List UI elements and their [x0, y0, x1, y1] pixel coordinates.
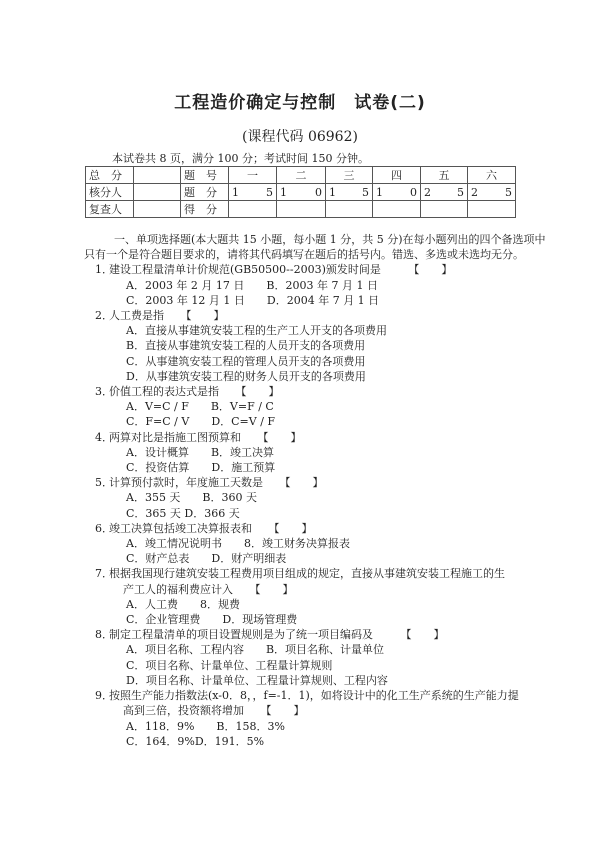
question-stem: 高到三倍，投资额将增加 【 】: [123, 704, 305, 718]
question-number: 6．: [95, 521, 113, 535]
score-table: [85, 166, 564, 218]
answer-options: A．设计概算 B．竣工决算: [126, 445, 275, 459]
question-text: [96, 262, 536, 277]
score-table-row: [86, 201, 564, 218]
question-stem: 制定工程量清单的项目设置规则是为了统一项目编码及 【 】: [109, 628, 445, 642]
score-table-row: [86, 184, 564, 201]
answer-options: A．竣工情况说明书 8．竣工财务决算报表: [126, 537, 350, 551]
points-digit: 0: [410, 185, 417, 199]
question-stem: 两算对比是指施工图预算和 【 】: [109, 430, 302, 444]
score-cell-blank: [134, 201, 181, 218]
question-number: 4．: [95, 430, 113, 444]
exam-title: 工程造价确定与控制 试卷(二): [174, 93, 426, 113]
question-stem: 产工人的福利费应计入 【 】: [123, 582, 294, 596]
question-stem: 计算预付款时，年度施工天数是 【 】: [109, 476, 324, 490]
points-digits: [424, 186, 464, 199]
points-digits: [376, 186, 417, 199]
answer-options: A．直接从事建筑安装工程的生产工人开支的各项费用: [126, 324, 387, 338]
question-number: 8．: [95, 628, 113, 642]
answer-options: A．118．9% B．158．3%: [126, 719, 285, 733]
section-points: [229, 184, 277, 201]
question-text: [96, 521, 536, 536]
row-label: 题 号: [181, 167, 229, 184]
points-digit: 1: [329, 185, 336, 199]
points-digit: 0: [315, 185, 322, 199]
question-section: [84, 232, 546, 749]
score-table-row: [86, 167, 564, 184]
score-cell-blank: [134, 167, 181, 184]
points-digit: 1: [376, 185, 383, 199]
question-stem: 按照生产能力指数法(x-0．8，，f=-1．1)，如将设计中的化工生产系统的生产能力提: [109, 689, 519, 703]
points-digits: [280, 186, 322, 199]
points-digit: 1: [280, 185, 287, 199]
question-number: 9．: [95, 689, 113, 703]
section-points: [468, 184, 516, 201]
answer-options: C．F=C / V D．C=V / F: [126, 415, 276, 429]
question-text: [96, 688, 536, 703]
row-label: 总 分: [86, 167, 134, 184]
section-number: 一: [229, 167, 277, 184]
section-number: 二: [277, 167, 326, 184]
section-points: [421, 184, 468, 201]
question-text: [96, 430, 536, 445]
section-points: [326, 184, 373, 201]
section-score: [229, 201, 277, 218]
exam-info: 本试卷共 8 页，满分 100 分；考试时间 150 分钟。: [112, 152, 369, 165]
answer-options: A．V=C / F B．V=F / C: [126, 400, 274, 414]
section-score: [421, 201, 468, 218]
section-score: [277, 201, 326, 218]
question-stem: 根据我国现行建筑安装工程费用项目组成的规定，直接从事建筑安装工程施工的生: [109, 567, 505, 581]
course-code: (课程代码 06962): [242, 129, 358, 145]
section-number: 四: [373, 167, 421, 184]
question-text: [96, 627, 536, 642]
answer-options: A．355 天 B．360 天: [126, 491, 258, 505]
question-stem: 人工费是指 【 】: [109, 309, 225, 323]
section-score: [373, 201, 421, 218]
answer-options: C．企业管理费 D．现场管理费: [126, 613, 298, 627]
section-intro: 只有一个是符合题目要求的，请将其代码填写在题后的括号内。错选、多选或未选均无分。: [84, 248, 524, 262]
answer-options: D．项目名称、计量单位、工程量计算规则、工程内容: [126, 673, 388, 687]
section-intro: 一、单项选择题(本大题共 15 小题，每小题 1 分，共 5 分)在每小题列出的四个备选项中: [114, 233, 546, 246]
row-label: 核分人: [86, 184, 134, 201]
question-stem: 价值工程的表达式是指 【 】: [109, 385, 280, 399]
answer-options: A．项目名称、工程内容 B．项目名称、计量单位: [126, 643, 385, 657]
answer-options: C．164．9%D．191．5%: [126, 734, 265, 748]
points-digit: 5: [505, 185, 512, 199]
question-stem: 竣工决算包括竣工决算报表和 【 】: [109, 521, 313, 535]
question-number: 7．: [95, 567, 113, 581]
question-number: 1．: [95, 263, 113, 277]
points-digit: 5: [457, 185, 464, 199]
section-points: [277, 184, 326, 201]
points-digits: [329, 186, 369, 199]
question-text: [96, 703, 536, 718]
section-number: 六: [468, 167, 516, 184]
answer-options: C．财产总表 D．财产明细表: [126, 552, 287, 566]
question-text: [96, 582, 536, 597]
question-text: [96, 566, 536, 581]
answer-options: D．从事建筑安装工程的财务人员开支的各项费用: [126, 369, 366, 383]
section-number: 三: [326, 167, 373, 184]
points-digit: 1: [232, 185, 239, 199]
answer-options: C．2003 年 12 月 1 日 D．2004 年 7 月 1 日: [126, 293, 380, 307]
question-number: 3．: [95, 385, 113, 399]
answer-options: A．人工费 8．规费: [126, 597, 240, 611]
answer-options: C．从事建筑安装工程的管理人员开支的各项费用: [126, 354, 366, 368]
points-digits: [471, 186, 512, 199]
answer-options: C．项目名称、计量单位、工程量计算规则: [126, 658, 333, 672]
section-score: [468, 201, 516, 218]
points-digit: 2: [471, 185, 478, 199]
answer-options: A．2003 年 2 月 17 日 B．2003 年 7 月 1 日: [126, 278, 378, 292]
row-label: 题 分: [181, 184, 229, 201]
question-text: [96, 308, 536, 323]
question-stem: 建设工程量清单计价规范(GB50500--2003)颁发时间是 【 】: [109, 263, 453, 277]
question-text: [96, 384, 536, 399]
question-text: [96, 475, 536, 490]
score-cell-blank: [134, 184, 181, 201]
points-digits: [232, 186, 273, 199]
question-number: 5．: [95, 476, 113, 490]
section-score: [326, 201, 373, 218]
row-label: 复查人: [86, 201, 134, 218]
answer-options: B．直接从事建筑安装工程的人员开支的各项费用: [126, 339, 366, 353]
points-digit: 5: [362, 185, 369, 199]
section-number: 五: [421, 167, 468, 184]
points-digit: 2: [424, 185, 431, 199]
row-label: 得 分: [181, 201, 229, 218]
question-number: 2．: [95, 309, 113, 323]
points-digit: 5: [266, 185, 273, 199]
answer-options: C．投资估算 D．施工预算: [126, 461, 276, 475]
answer-options: C．365 天 D．366 天: [126, 506, 240, 520]
section-points: [373, 184, 421, 201]
